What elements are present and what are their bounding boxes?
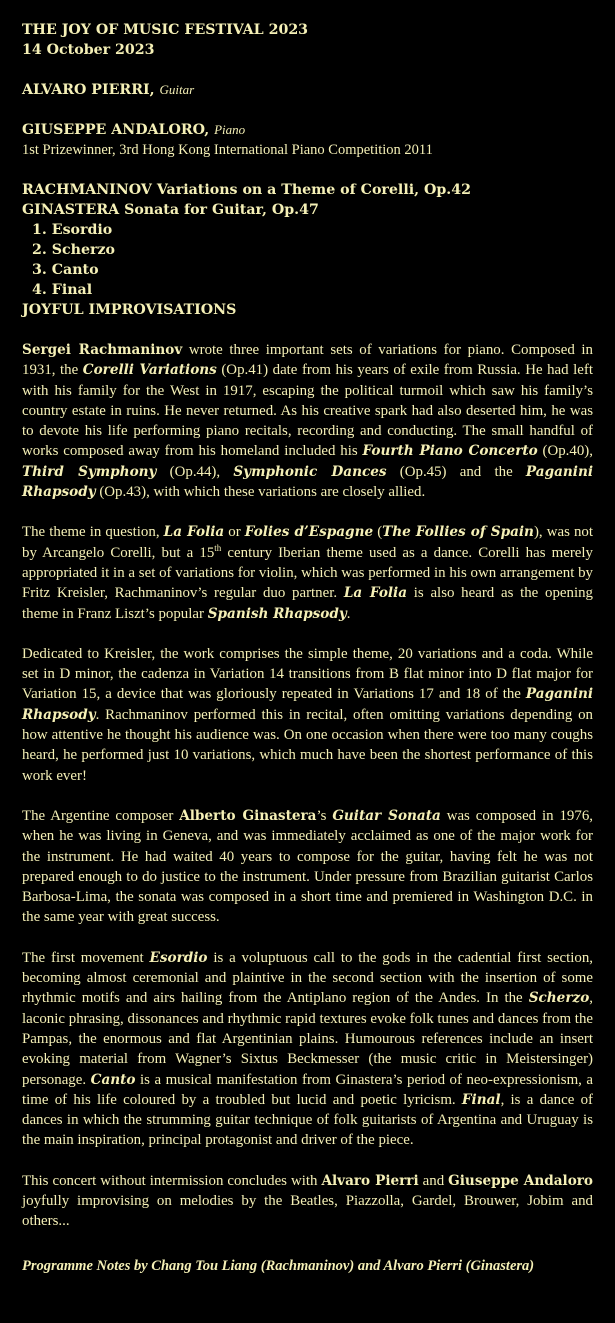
work-title: Third Symphony [22,463,157,480]
performer-name: Alvaro Pierri [321,1172,419,1189]
performer-piano-credit: 1st Prizewinner, 3rd Hong Kong International Piano Competition 2011 [22,142,433,158]
work-title: Paganini Rhapsody [22,463,593,501]
work-title: The Follies of Spain [382,524,534,541]
note-paragraph-kreisler: Dedicated to Kreisler, the work comprises the simple theme, 20 variations and a coda. While set in D minor, the cadenza in Variation 14 transitions from B flat minor into D flat major for Variation 15, a device that was gloriously repeated in Variations 17 and 18 of the Paganini Rhapsody. Rachmaninov performed this in recital, often omitting variations depending on how attentive he thought his audience was. On one occasion when there were too many coughs heard, he performed just 10 variations, which much have been the shortest performance of this work ever! [22,645,593,784]
note-paragraph-la-folia: The theme in question, La Folia or Folies d’Espagne (The Follies of Spain), was not by Arcangelo Corelli, but a 15th century Iberian theme used as a dance. Corelli has merely appropriated it in a set of variations for violin, which was performed in his own arrangement by Fritz Kreisler, Rachmaninov’s regular duo partner. La Folia is also heard as the opening theme in Franz Liszt’s popular Spanish Rhapsody. [22,524,594,622]
performer-guitar-role: Guitar [159,82,195,97]
performer-guitar [22,80,593,100]
movement-item: 3. Canto [32,262,99,278]
note-paragraph-movements: The first movement Esordio is a voluptuous call to the gods in the cadential first section, becoming almost ceremonial and plaintive in the second section with the insertion of some rhythmic motifs and airs hailing from the Antiplano region of the Andes. In the Scherzo, laconic phrasing, dissonances and rhythmic rapid textures evoke folk tunes and dances from the Pampas, the enormous and flat Argentinian plains. Humourous references include an insert evoking material from Wagner’s Sixtus Beckmesser (the music critic in Meistersinger) personage. Canto is a musical manifestation from Ginastera’s period of neo-expressionism, a time of his life coloured by a troubled but lucid and poetic lyricism. Final, is a dance of dances in which the strumming guitar technique of folk guitarists of Argentina and Uruguay is the main inspiration, principal protagonist and driver of the piece. [22,949,594,1149]
movement-item: 2. Scherzo [32,242,115,258]
festival-title: THE JOY OF MUSIC FESTIVAL 2023 [22,22,309,38]
performer-piano-name: GIUSEPPE ANDALORO, [22,122,210,138]
concert-date: 14 October 2023 [22,42,155,58]
work-title: Folies d’Espagne [244,524,374,541]
work-title: Paganini Rhapsody [22,686,593,723]
performer-guitar-name: ALVARO PIERRI, [22,82,155,98]
movement-title: Scherzo [528,990,590,1007]
note-paragraph-ginastera-intro: The Argentine composer Alberto Ginastera’s Guitar Sonata was composed in 1976, when he was living in Geneva, and was immediately acclaimed as one of the major work for the instrument. He had waited 40 years to compose for the guitar, having felt he was not prepared enough to do justice to the instrument. Under pressure from Brazilian guitarist Carlos Barbosa-Lima, the sonata was composed in a short time and premiered in Washington D.C. in the same year with great success. [22,807,593,926]
work-title: La Folia [343,585,408,602]
note-paragraph-rachmaninov-intro: Sergei Rachmaninov wrote three important sets of variations for piano. Composed in 1931, the Corelli Variations (Op.41) date from his years of exile from Russia. He had left with his family for the West in 1917, escaping the political turmoil which saw his family’s country estate in ruins. He never returned. As his creative spark had also deserted him, he was to devote his life performing piano recitals, recording and conducting. The small handful of works composed away from his homeland included his Fourth Piano Concerto (Op.40), Third Symphony (Op.44), Symphonic Dances (Op.45) and the Paganini Rhapsody (Op.43), with which these variations are closely allied. [22,342,593,501]
ordinal-suffix: th [214,542,222,553]
movement-title: Final [461,1091,501,1108]
performer-piano [22,120,593,140]
work-title: Spanish Rhapsody [207,605,347,622]
work-title: Guitar Sonata [332,807,441,824]
composer-name: Sergei Rachmaninov [22,342,183,358]
performer-piano-role: Piano [214,122,246,137]
composer-name: Alberto Ginastera [179,807,317,824]
programme-work-ginastera: GINASTERA Sonata for Guitar, Op.47 [22,202,319,218]
work-title: Corelli Variations [82,362,217,379]
work-title: Fourth Piano Concerto [362,443,538,460]
movement-item: 4. Final [32,282,93,298]
movement-item: 1. Esordio [32,222,113,238]
note-paragraph-closing: This concert without intermission concludes with Alvaro Pierri and Giuseppe Andaloro joyfully improvising on melodies by the Beatles, Piazzolla, Gardel, Brouwer, Jobim and others... [22,1172,593,1230]
programme-notes-credits: Programme Notes by Chang Tou Liang (Rachmaninov) and Alvaro Pierri (Ginastera) [22,1257,535,1274]
work-title: Symphonic Dances [233,463,387,480]
work-title: La Folia [163,524,225,541]
programme-work-improvisations: JOYFUL IMPROVISATIONS [22,302,237,318]
movement-title: Canto [90,1071,136,1088]
performer-name: Giuseppe Andaloro [448,1172,593,1189]
programme-work-rachmaninov: RACHMANINOV Variations on a Theme of Corelli, Op.42 [22,182,471,198]
movement-title: Esordio [149,949,208,966]
